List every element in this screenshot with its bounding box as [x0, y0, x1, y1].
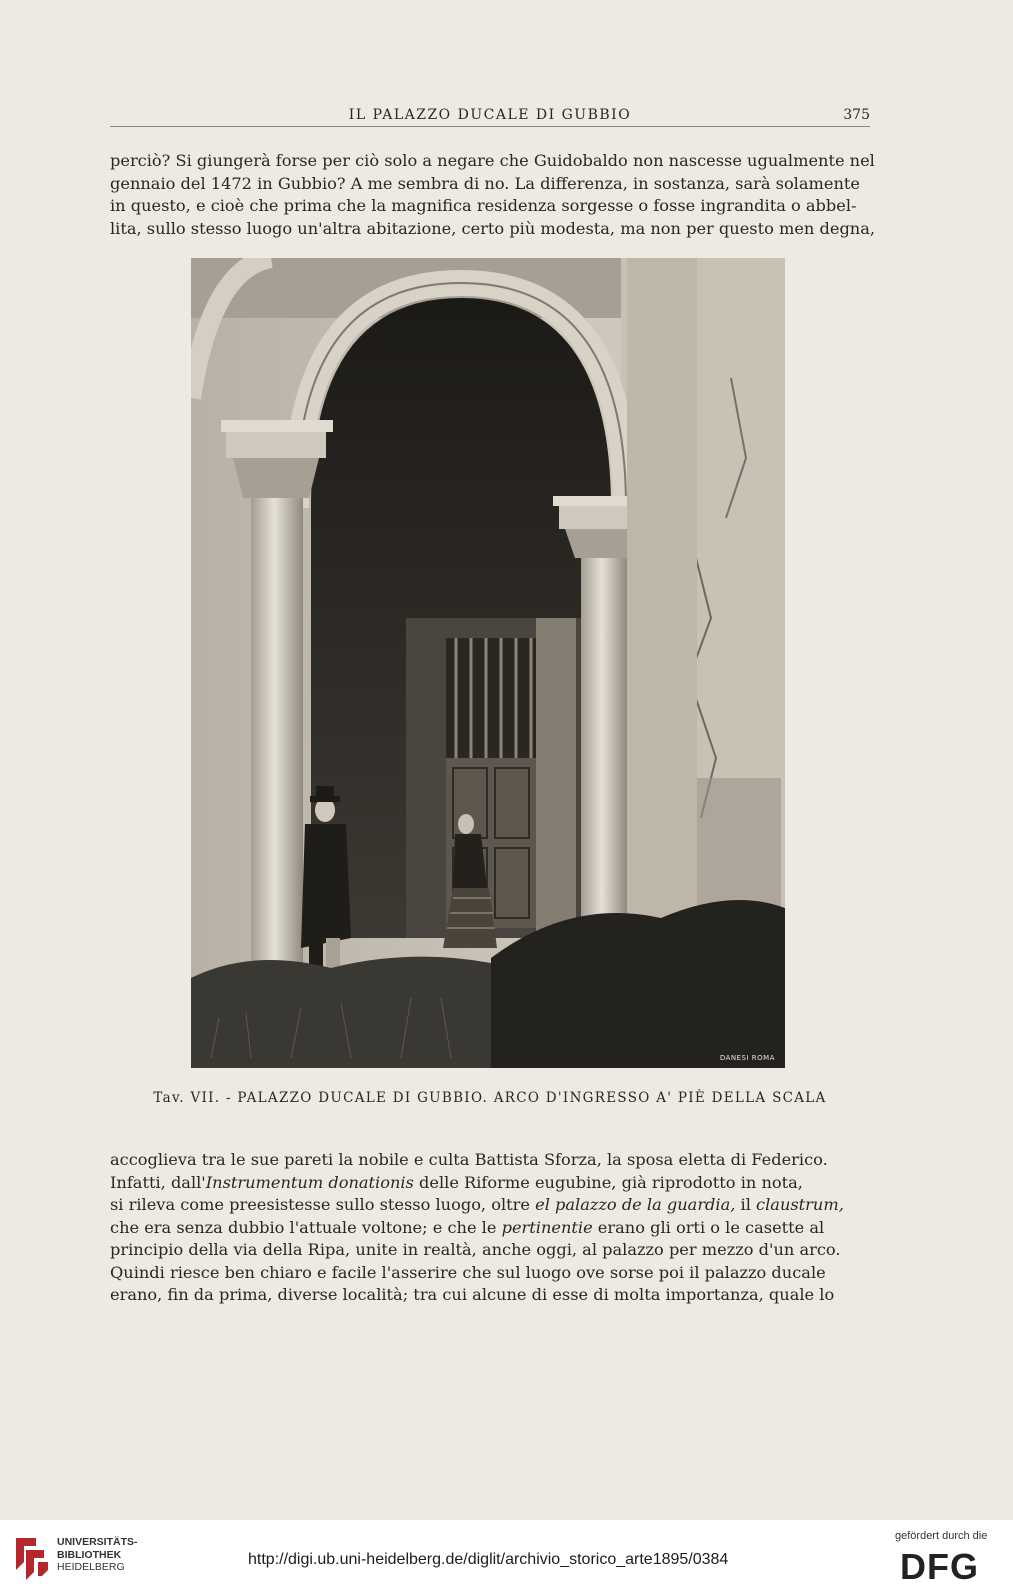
text-line: Quindi riesce ben chiaro e facile l'asserire che sul luogo ove sorse poi il palazzo ducale: [110, 1262, 826, 1282]
text-line: perciò? Si giungerà forse per ciò solo a negare che Guidobaldo non nascesse ugualmente nel: [110, 151, 875, 170]
text-line: erano, fin da prima, diverse località; tra cui alcune di esse di molta importanza, quale lo: [110, 1285, 835, 1304]
permalink-url[interactable]: http://digi.ub.uni-heidelberg.de/diglit/archivio_storico_arte1895/0384: [248, 1551, 729, 1568]
plate-caption: Tav. VII. - PALAZZO DUCALE DI GUBBIO. ARCO D'INGRESSO A' PIÈ DELLA SCALA: [153, 1090, 827, 1106]
text-segment: il: [735, 1195, 757, 1214]
library-name-line: BIBLIOTHEK: [57, 1548, 122, 1561]
italic-term: el palazzo de la guardia,: [535, 1195, 736, 1214]
text-segment: si rileva come preesistesse sullo stesso luogo, oltre: [110, 1195, 536, 1214]
digitization-footer: [0, 1520, 1013, 1591]
text-segment: Infatti, dall': [110, 1172, 206, 1192]
archway-photo-illustration: [191, 258, 785, 1068]
plate-photograph: [191, 258, 785, 1068]
text-line: lita, sullo stesso luogo un'altra abitazione, certo più modesta, ma non per questo men degna,: [110, 218, 876, 238]
dfg-logo: DFG: [900, 1546, 979, 1587]
running-header: [110, 104, 870, 127]
text-segment: erano gli orti o le casette al: [592, 1217, 825, 1237]
text-segment: che era senza dubbio l'attuale voltone; e che le: [110, 1217, 502, 1237]
photo-credit: DANESI ROMA: [719, 1054, 775, 1062]
text-line: gennaio del 1472 in Gubbio? A me sembra di no. La differenza, in sostanza, sarà solamente: [110, 173, 860, 193]
text-line: [110, 1194, 870, 1217]
page-number: 375: [843, 107, 870, 123]
text-line: [110, 1172, 870, 1195]
library-name: [57, 1536, 138, 1574]
text-line: accoglieva tra le sue pareti la nobile e culta Battista Sforza, la sposa eletta di Federico.: [110, 1150, 828, 1169]
italic-title: Instrumentum donationis: [205, 1172, 414, 1192]
text-line: principio della via della Ripa, unite in realtà, anche oggi, al palazzo per mezzo d'un arco.: [110, 1240, 841, 1259]
italic-term: pertinentie: [501, 1217, 593, 1237]
paragraph-top: [110, 150, 876, 240]
right-column: [581, 558, 627, 958]
university-library-logo: [12, 1532, 52, 1582]
text-line: in questo, e cioè che prima che la magnifica residenza sorgesse o fosse ingrandita o abbel-: [110, 196, 857, 215]
running-title: IL PALAZZO DUCALE DI GUBBIO: [348, 107, 632, 123]
library-name-line: UNIVERSITÄTS-: [57, 1536, 138, 1548]
text-segment: delle Riforme eugubine, già riprodotto in nota,: [413, 1172, 803, 1192]
funding-note: gefördert durch die: [895, 1530, 988, 1542]
library-name-line: HEIDELBERG: [57, 1561, 125, 1573]
italic-term: claustrum,: [756, 1195, 844, 1214]
paragraph-bottom: [110, 1149, 870, 1307]
text-line: [110, 1217, 870, 1240]
left-column: [251, 498, 303, 968]
